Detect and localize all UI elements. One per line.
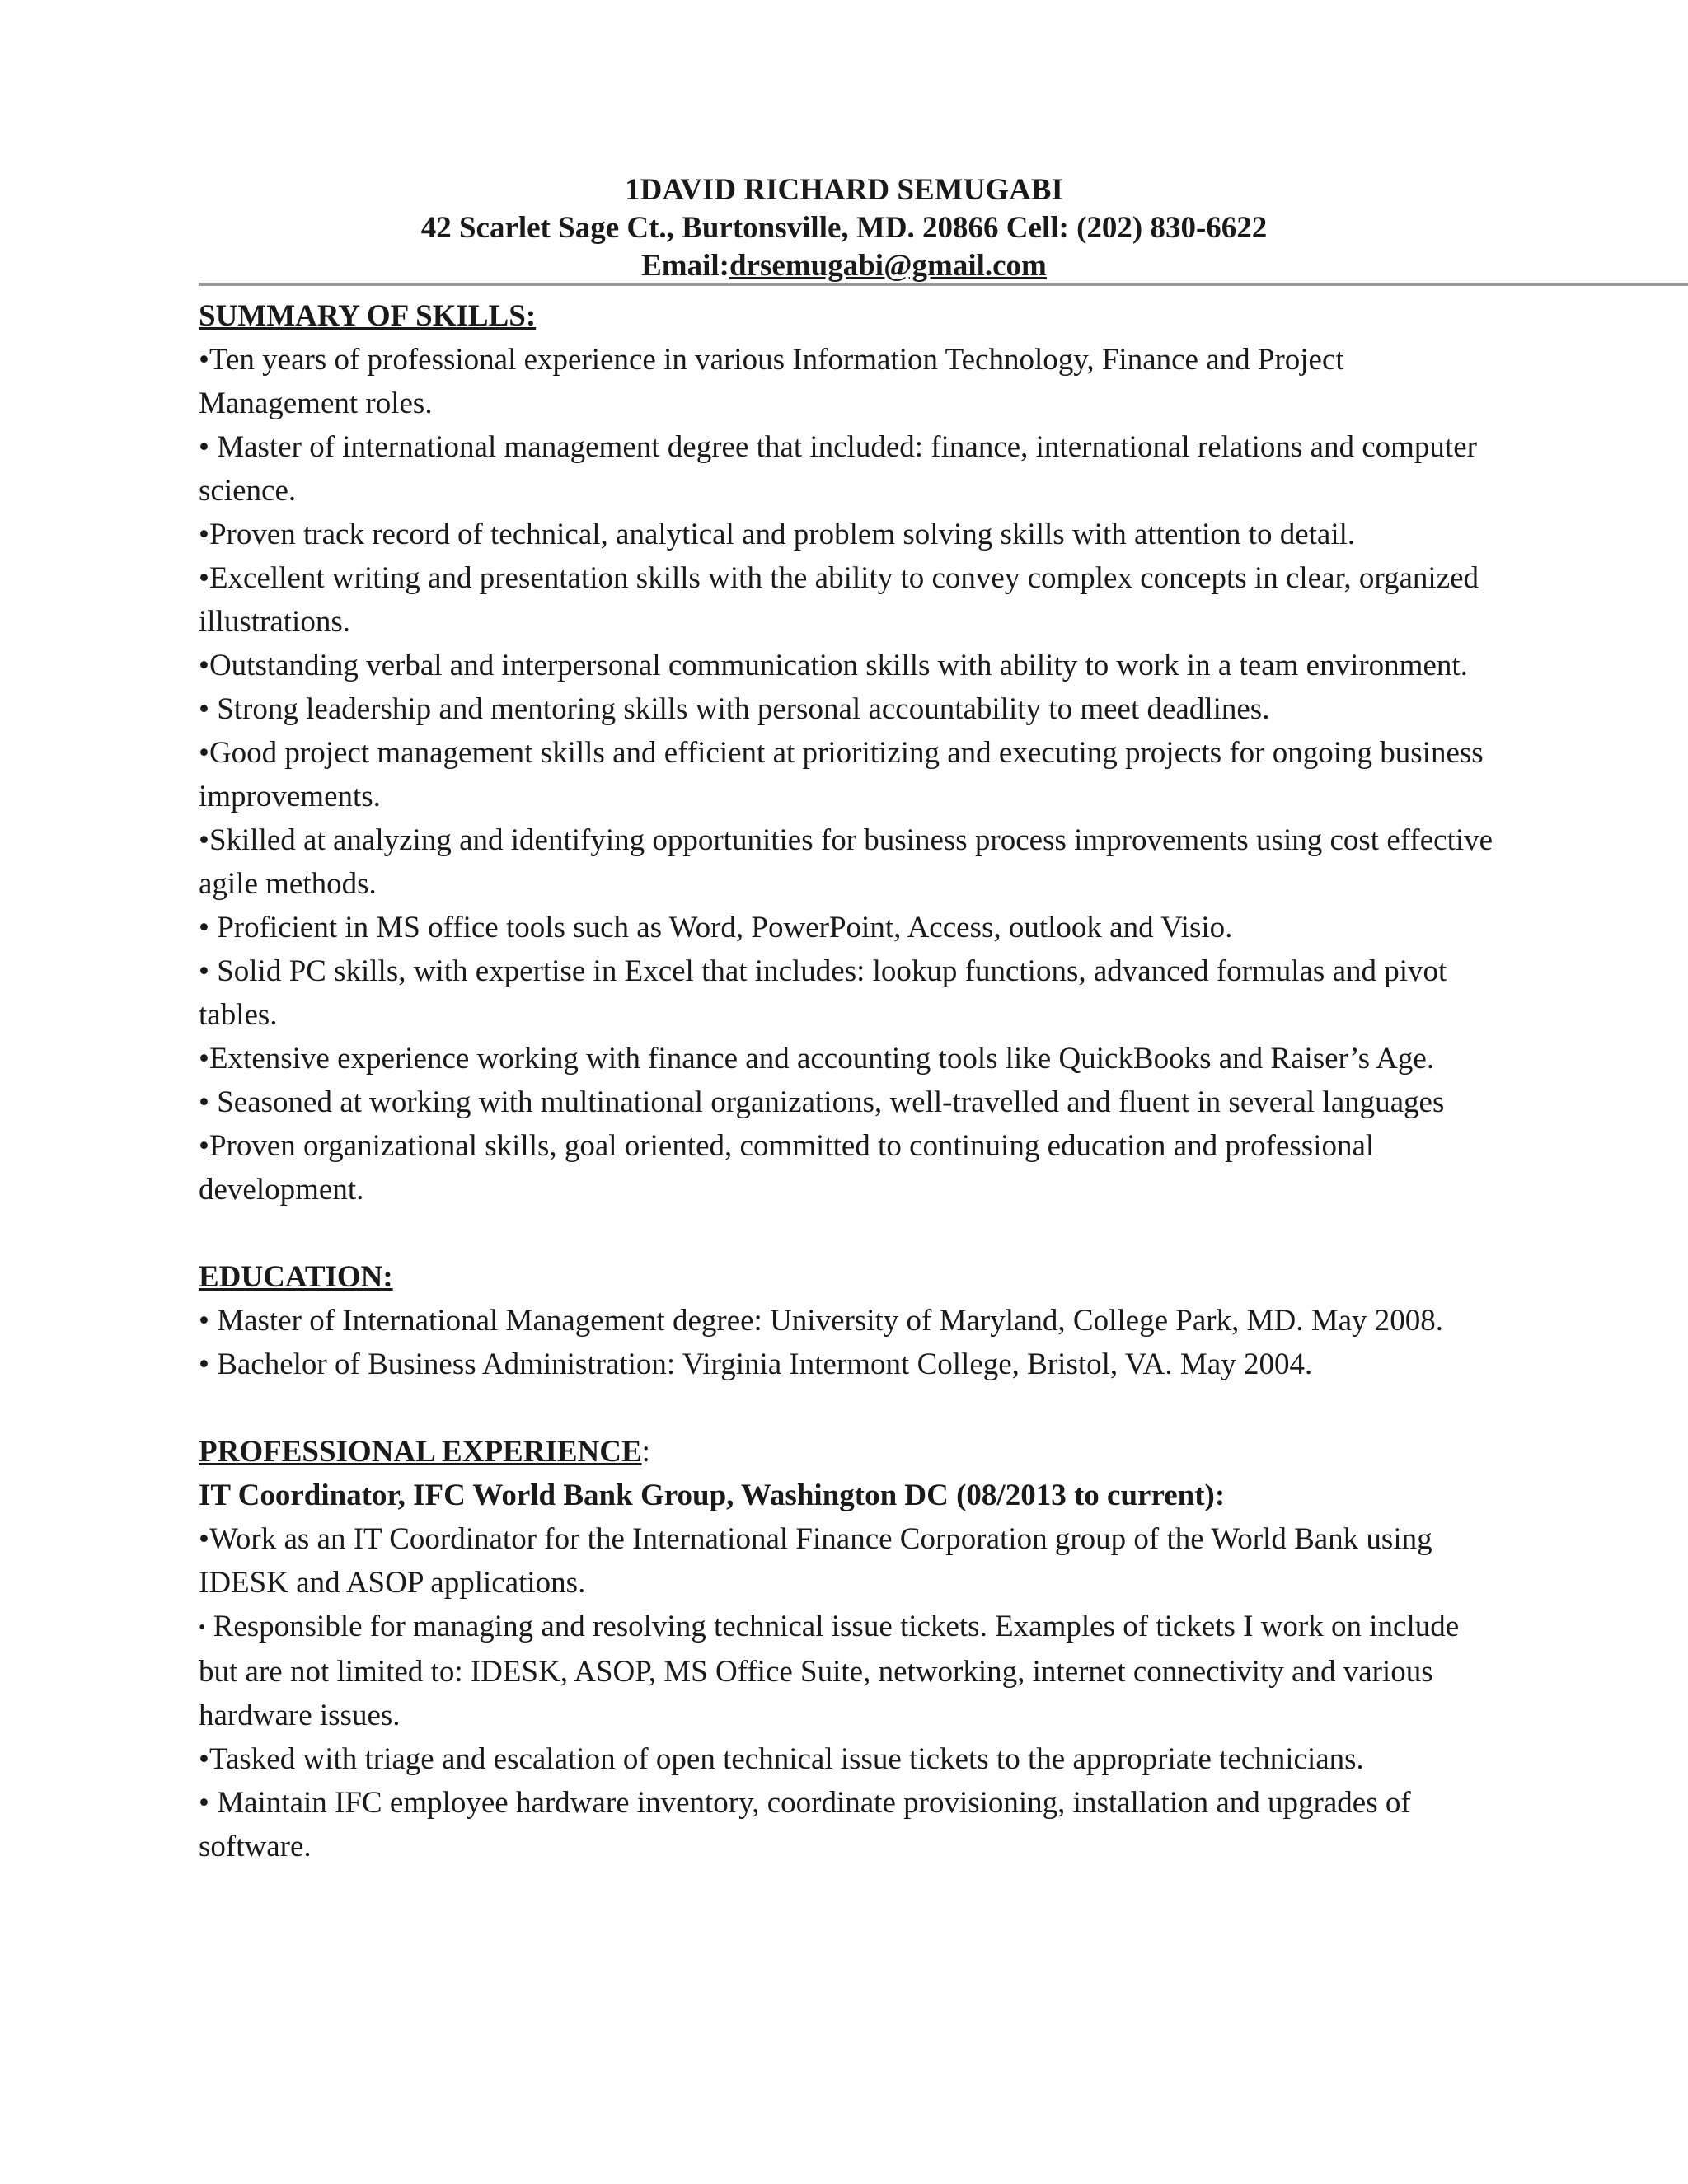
email-label: Email: <box>641 249 729 283</box>
job-title: IT Coordinator, IFC World Bank Group, Washington DC (08/2013 to current): <box>199 1479 1226 1512</box>
summary-item: • Seasoned at working with multinational organizations, well-travelled and fluent in several languages <box>199 1085 1445 1119</box>
section-spacer <box>199 1386 1501 1430</box>
summary-item: • Strong leadership and mentoring skills with personal accountability to meet deadlines. <box>199 692 1270 726</box>
summary-item: • Proficient in MS office tools such as Word, PowerPoint, Access, outlook and Visio. <box>199 911 1233 944</box>
education-item: • Master of International Management degree: University of Maryland, College Park, MD. May 2008. <box>199 1304 1444 1338</box>
resume-body <box>199 294 1501 1868</box>
summary-item: • Master of international management degree that included: finance, international relations and computer science. <box>199 430 1477 508</box>
experience-heading-colon: : <box>641 1435 650 1469</box>
section-spacer <box>199 1212 1501 1255</box>
summary-item: •Extensive experience working with finance and accounting tools like QuickBooks and Raiser’s Age. <box>199 1042 1435 1076</box>
experience-section-heading: PROFESSIONAL EXPERIENCE <box>199 1435 642 1469</box>
experience-item <box>199 1605 1501 1737</box>
summary-item: •Proven track record of technical, analytical and problem solving skills with attention to detail. <box>199 518 1356 551</box>
bullet-icon: • <box>199 1617 206 1638</box>
email-link[interactable]: drsemugabi@gmail.com <box>729 249 1047 283</box>
education-item: • Bachelor of Business Administration: Virginia Intermont College, Bristol, VA. May 2004. <box>199 1347 1313 1381</box>
summary-item: •Skilled at analyzing and identifying opportunities for business process improvements using cost effective agile methods. <box>199 823 1493 901</box>
summary-item: •Good project management skills and efficient at prioritizing and executing projects for ongoing business improvements. <box>199 736 1484 813</box>
summary-item: •Outstanding verbal and interpersonal communication skills with ability to work in a team environment. <box>199 649 1468 682</box>
header-divider <box>199 283 1688 286</box>
contact-address-line: 42 Scarlet Sage Ct., Burtonsville, MD. 20866 Cell: (202) 830-6622 <box>420 211 1268 245</box>
experience-item: •Work as an IT Coordinator for the International Finance Corporation group of the World Bank using IDESK and ASOP applications. <box>199 1522 1432 1600</box>
resume-header <box>0 171 1688 285</box>
experience-section-heading-row <box>199 1430 1501 1474</box>
summary-item: •Proven organizational skills, goal oriented, committed to continuing education and professional development. <box>199 1129 1375 1207</box>
summary-item: • Solid PC skills, with expertise in Excel that includes: lookup functions, advanced formulas and pivot tables. <box>199 954 1447 1032</box>
education-section-heading-row <box>199 1255 1501 1299</box>
candidate-name: 1DAVID RICHARD SEMUGABI <box>625 173 1063 207</box>
experience-item: •Tasked with triage and escalation of open technical issue tickets to the appropriate technicians. <box>199 1742 1364 1776</box>
contact-email-line <box>0 247 1688 285</box>
summary-item: •Ten years of professional experience in various Information Technology, Finance and Project Management roles. <box>199 343 1344 420</box>
experience-item-text: Responsible for managing and resolving technical issue tickets. Examples of tickets I work on include but are not limited to: IDESK, ASOP, MS Office Suite, networking, internet connectivity and various hardware issues. <box>199 1610 1460 1732</box>
summary-section-heading-row <box>199 294 1501 338</box>
education-section-heading: EDUCATION: <box>199 1260 393 1294</box>
experience-item: • Maintain IFC employee hardware inventory, coordinate provisioning, installation and upgrades of software. <box>199 1786 1411 1863</box>
summary-item: •Excellent writing and presentation skills with the ability to convey complex concepts in clear, organized illustrations. <box>199 561 1479 639</box>
summary-section-heading: SUMMARY OF SKILLS: <box>199 299 537 333</box>
